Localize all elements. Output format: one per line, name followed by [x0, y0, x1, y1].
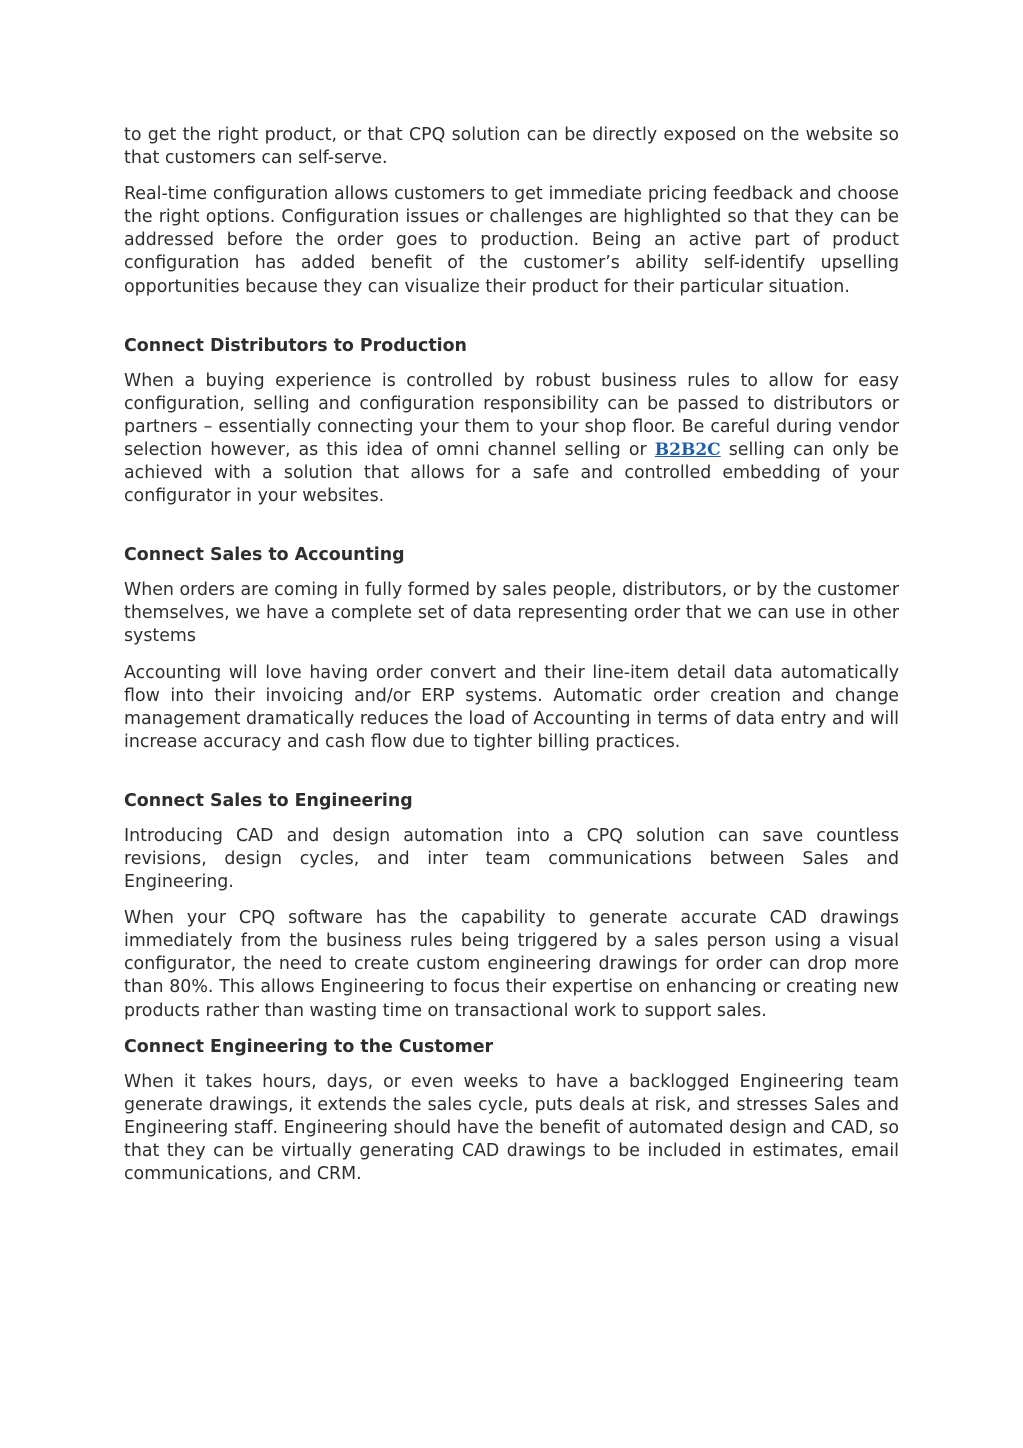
intro-paragraph-1: to get the right product, or that CPQ solution can be directly exposed on the website so that customers can self-serve. [124, 125, 899, 169]
section-heading-accounting: Connect Sales to Accounting [124, 545, 405, 566]
engineering-paragraph-1: Introducing CAD and design automation into a CPQ solution can save countless revisions, design cycles, and inter team communications between Sales and Engineering. [124, 825, 899, 893]
document-page [124, 124, 899, 1199]
accounting-paragraph-2: Accounting will love having order convert and their line-item detail data automatically flow into their invoicing and/or ERP systems. Automatic order creation and change management dramatically reduces the load of Accounting in terms of data entry and will increase accuracy and cash flow due to tighter billing practices. [124, 662, 899, 752]
accounting-paragraph-1: When orders are coming in fully formed by sales people, distributors, or by the customer themselves, we have a complete set of data representing order that we can use in other systems [124, 580, 899, 647]
engineering-paragraph-2: When your CPQ software has the capability to generate accurate CAD drawings immediately from the business rules being triggered by a sales person using a visual configurator, the need to create custom engineering drawings for order can drop more than 80%. This allows Engineering to focus their expertise on enhancing or creating new products rather than wasting time on transactional work to support sales. [124, 908, 899, 1021]
section-heading-customer: Connect Engineering to the Customer [124, 1036, 494, 1057]
distributors-text-before-link: When a buying experience is controlled by robust business rules to allow for easy configuration, selling and configuration responsibility can be passed to distributors or partners – essentially connecting your them to your shop floor. Be careful during vendor selection however, as this idea of omni channel selling or [124, 370, 899, 460]
customer-paragraph: When it takes hours, days, or even weeks to have a backlogged Engineering team generate drawings, it extends the sales cycle, puts deals at risk, and stresses Sales and Engineering staff. Engineering should have the benefit of automated design and CAD, so that they can be virtually generating CAD drawings to be included in estimates, email communications, and CRM. [124, 1071, 899, 1184]
distributors-paragraph [124, 370, 899, 509]
section-heading-engineering: Connect Sales to Engineering [124, 790, 413, 811]
intro-paragraph-2: Real-time configuration allows customers to get immediate pricing feedback and choose the right options. Configuration issues or challenges are highlighted so that they can be addressed before the order goes to production. Being an active part of product configuration has added benefit of the customer’s ability self-identify upselling opportunities because they can visualize their product for their particular situation. [124, 184, 899, 297]
section-heading-distributors: Connect Distributors to Production [124, 335, 467, 356]
distributors-text-after-link: selling can only be achieved with a solution that allows for a safe and controlled embedding of your configurator in your websites. [124, 439, 899, 507]
b2b2c-link[interactable]: B2B2C [654, 439, 721, 460]
